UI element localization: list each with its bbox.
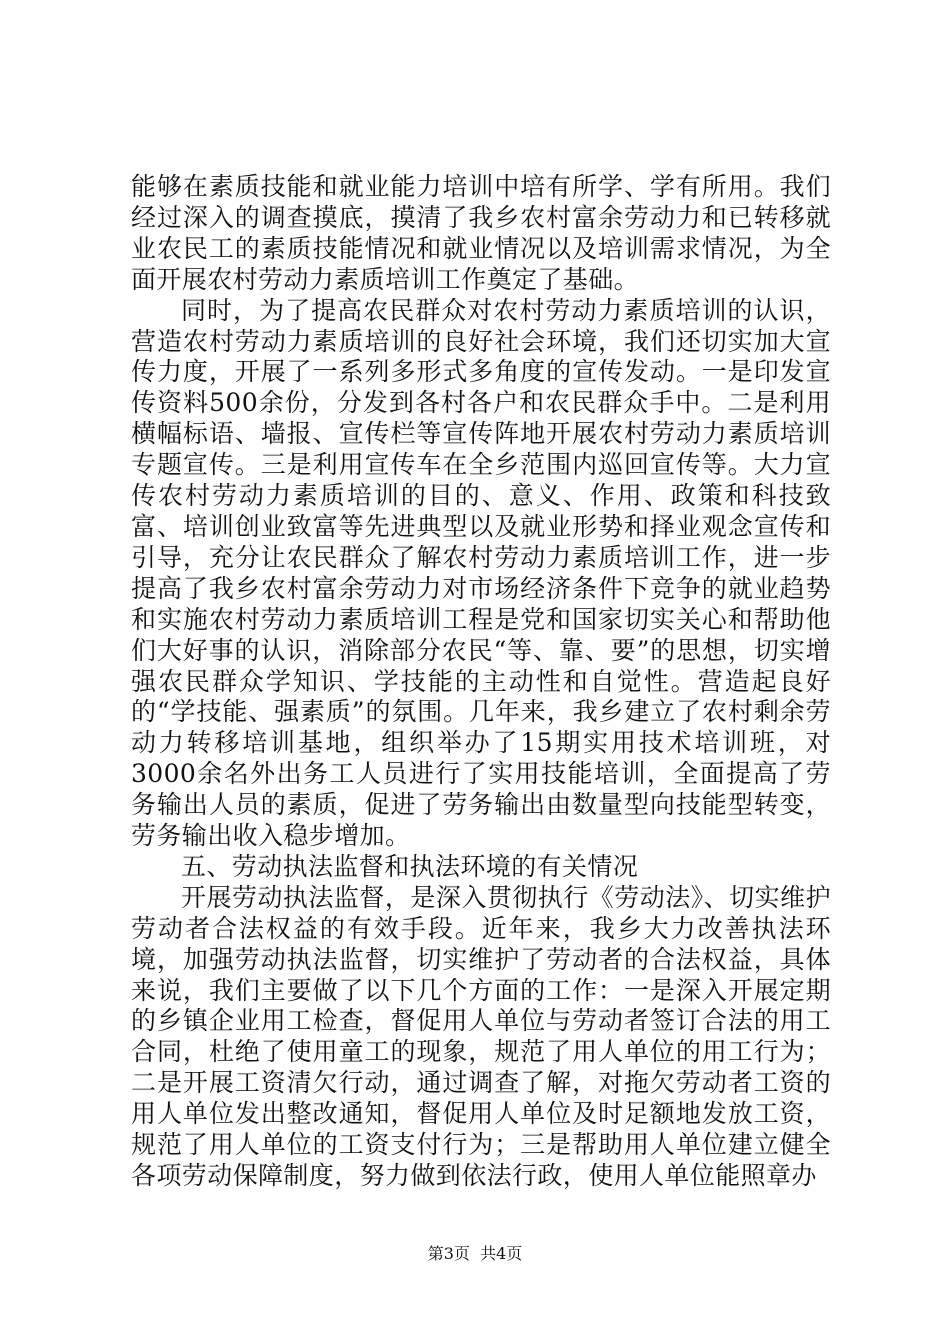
document-body (131, 172, 831, 1192)
paragraph-publicity: 同时，为了提高农民群众对农村劳动力素质培训的认识，营造农村劳动力素质培训的良好社会环境，我们还切实加大宣传力度，开展了一系列多形式多角度的宣传发动。一是印发宣传资料500余份，分发到各村各户和农民群众手中。二是利用横幅标语、墙报、宣传栏等宣传阵地开展农村劳动力素质培训专题宣传。三是利用宣传车在全乡范围内巡回宣传等。大力宣传农村劳动力素质培训的目的、意义、作用、政策和科技致富、培训创业致富等先进典型以及就业形势和择业观念宣传和引导，充分让农民群众了解农村劳动力素质培训工作，进一步提高了我乡农村富余劳动力对市场经济条件下竞争的就业趋势和实施农村劳动力素质培训工程是党和国家切实关心和帮助他们大好事的认识，消除部分农民“等、靠、要”的思想，切实增强农民群众学知识、学技能的主动性和自觉性。营造起良好的“学技能、强素质”的氛围。几年来，我乡建立了农村剩余劳动力转移培训基地，组织举办了15期实用技术培训班，对3000余名外出务工人员进行了实用技能培训，全面提高了劳务输出人员的素质，促进了劳务输出由数量型向技能型转变，劳务输出收入稳步增加。 (131, 295, 831, 851)
paragraph-continuation: 能够在素质技能和就业能力培训中培有所学、学有所用。我们经过深入的调查摸底，摸清了我乡农村富余劳动力和已转移就业农民工的素质技能情况和就业情况以及培训需求情况，为全面开展农村劳动力素质培训工作奠定了基础。 (131, 172, 831, 294)
page-footer (0, 1244, 950, 1264)
page-number-label: 第3页 共4页 (427, 1244, 523, 1263)
paragraph-labor-law-enforcement: 开展劳动执法监督，是深入贯彻执行《劳动法》、切实维护劳动者合法权益的有效手段。近年来，我乡大力改善执法环境，加强劳动执法监督，切实维护了劳动者的合法权益，具体来说，我们主要做了以下几个方面的工作：一是深入开展定期的乡镇企业用工检查，督促用人单位与劳动者签订合法的用工合同，杜绝了使用童工的现象，规范了用人单位的用工行为；二是开展工资清欠行动，通过调查了解，对拖欠劳动者工资的用人单位发出整改通知，督促用人单位及时足额地发放工资，规范了用人单位的工资支付行为；三是帮助用人单位建立健全各项劳动保障制度，努力做到依法行政，使用人单位能照章办 (131, 882, 831, 1190)
section-heading: 五、劳动执法监督和执法环境的有关情况 (181, 851, 639, 881)
